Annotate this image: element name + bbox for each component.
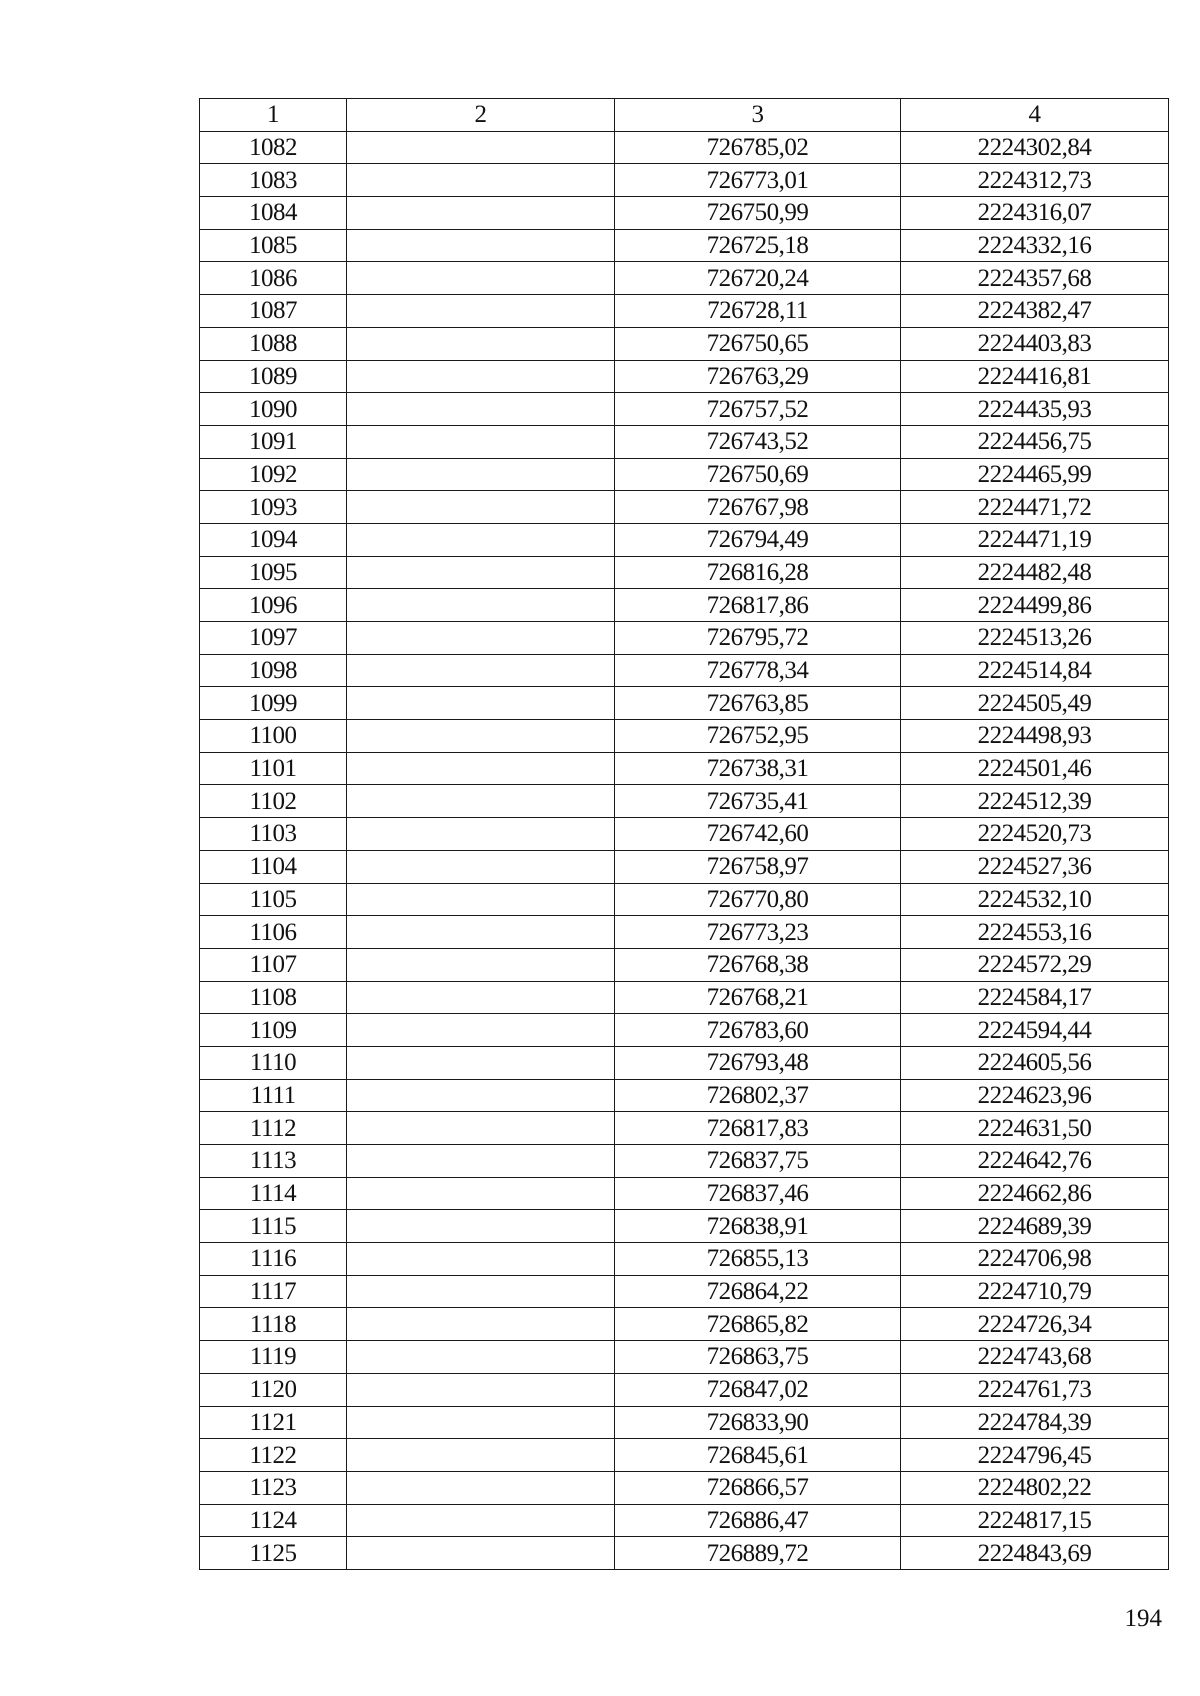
point-number-cell: 1113 [200,1145,347,1178]
description-cell [347,1341,615,1374]
x-coordinate-cell: 726773,23 [615,916,901,949]
y-coordinate-cell: 2224435,93 [901,393,1169,426]
table-row [200,556,1169,589]
x-coordinate-cell: 726720,24 [615,262,901,295]
point-number-cell: 1109 [200,1014,347,1047]
description-cell [347,1145,615,1178]
y-coordinate-cell: 2224465,99 [901,458,1169,491]
table-row [200,589,1169,622]
y-coordinate-cell: 2224623,96 [901,1079,1169,1112]
point-number-cell: 1098 [200,654,347,687]
point-number-cell: 1115 [200,1210,347,1243]
x-coordinate-cell: 726838,91 [615,1210,901,1243]
description-cell [347,1275,615,1308]
description-cell [347,948,615,981]
description-cell [347,785,615,818]
table-row [200,425,1169,458]
x-coordinate-cell: 726833,90 [615,1406,901,1439]
y-coordinate-cell: 2224662,86 [901,1177,1169,1210]
table-row [200,1145,1169,1178]
column-header-2: 2 [347,99,615,132]
y-coordinate-cell: 2224416,81 [901,360,1169,393]
x-coordinate-cell: 726750,65 [615,327,901,360]
y-coordinate-cell: 2224802,22 [901,1471,1169,1504]
x-coordinate-cell: 726728,11 [615,295,901,328]
description-cell [347,916,615,949]
point-number-cell: 1084 [200,197,347,230]
x-coordinate-cell: 726847,02 [615,1373,901,1406]
table-row [200,1079,1169,1112]
table-row [200,785,1169,818]
x-coordinate-cell: 726886,47 [615,1504,901,1537]
x-coordinate-cell: 726742,60 [615,818,901,851]
y-coordinate-cell: 2224382,47 [901,295,1169,328]
x-coordinate-cell: 726795,72 [615,622,901,655]
description-cell [347,164,615,197]
point-number-cell: 1097 [200,622,347,655]
description-cell [347,1014,615,1047]
table-row [200,1014,1169,1047]
x-coordinate-cell: 726866,57 [615,1471,901,1504]
y-coordinate-cell: 2224482,48 [901,556,1169,589]
description-cell [347,720,615,753]
point-number-cell: 1114 [200,1177,347,1210]
description-cell [347,981,615,1014]
table-row [200,1504,1169,1537]
y-coordinate-cell: 2224817,15 [901,1504,1169,1537]
description-cell [347,1243,615,1276]
column-header-4: 4 [901,99,1169,132]
description-cell [347,1537,615,1570]
x-coordinate-cell: 726817,86 [615,589,901,622]
table-row [200,1341,1169,1374]
description-cell [347,197,615,230]
table-row [200,916,1169,949]
table-row [200,1373,1169,1406]
description-cell [347,229,615,262]
y-coordinate-cell: 2224743,68 [901,1341,1169,1374]
point-number-cell: 1104 [200,850,347,883]
point-number-cell: 1088 [200,327,347,360]
x-coordinate-cell: 726889,72 [615,1537,901,1570]
point-number-cell: 1086 [200,262,347,295]
y-coordinate-cell: 2224532,10 [901,883,1169,916]
x-coordinate-cell: 726845,61 [615,1439,901,1472]
table-row [200,1439,1169,1472]
y-coordinate-cell: 2224761,73 [901,1373,1169,1406]
description-cell [347,360,615,393]
description-cell [347,393,615,426]
description-cell [347,654,615,687]
x-coordinate-cell: 726863,75 [615,1341,901,1374]
y-coordinate-cell: 2224312,73 [901,164,1169,197]
point-number-cell: 1110 [200,1046,347,1079]
y-coordinate-cell: 2224796,45 [901,1439,1169,1472]
x-coordinate-cell: 726855,13 [615,1243,901,1276]
description-cell [347,622,615,655]
y-coordinate-cell: 2224706,98 [901,1243,1169,1276]
point-number-cell: 1083 [200,164,347,197]
x-coordinate-cell: 726768,38 [615,948,901,981]
y-coordinate-cell: 2224471,19 [901,523,1169,556]
x-coordinate-cell: 726770,80 [615,883,901,916]
description-cell [347,1471,615,1504]
table-row [200,262,1169,295]
table-row [200,981,1169,1014]
x-coordinate-cell: 726767,98 [615,491,901,524]
y-coordinate-cell: 2224642,76 [901,1145,1169,1178]
table-row [200,1210,1169,1243]
description-cell [347,1308,615,1341]
description-cell [347,425,615,458]
y-coordinate-cell: 2224332,16 [901,229,1169,262]
y-coordinate-cell: 2224512,39 [901,785,1169,818]
description-cell [347,687,615,720]
point-number-cell: 1100 [200,720,347,753]
description-cell [347,491,615,524]
point-number-cell: 1101 [200,752,347,785]
y-coordinate-cell: 2224499,86 [901,589,1169,622]
description-cell [347,1439,615,1472]
y-coordinate-cell: 2224527,36 [901,850,1169,883]
table-row [200,883,1169,916]
point-number-cell: 1118 [200,1308,347,1341]
table-row [200,720,1169,753]
table-row [200,622,1169,655]
point-number-cell: 1124 [200,1504,347,1537]
description-cell [347,1079,615,1112]
point-number-cell: 1111 [200,1079,347,1112]
y-coordinate-cell: 2224784,39 [901,1406,1169,1439]
table-row [200,229,1169,262]
point-number-cell: 1121 [200,1406,347,1439]
point-number-cell: 1102 [200,785,347,818]
y-coordinate-cell: 2224594,44 [901,1014,1169,1047]
description-cell [347,295,615,328]
description-cell [347,752,615,785]
point-number-cell: 1105 [200,883,347,916]
table-row [200,818,1169,851]
point-number-cell: 1119 [200,1341,347,1374]
x-coordinate-cell: 726768,21 [615,981,901,1014]
y-coordinate-cell: 2224584,17 [901,981,1169,1014]
x-coordinate-cell: 726837,46 [615,1177,901,1210]
description-cell [347,556,615,589]
description-cell [347,850,615,883]
table-row [200,1471,1169,1504]
point-number-cell: 1123 [200,1471,347,1504]
description-cell [347,1406,615,1439]
table-row [200,687,1169,720]
description-cell [347,1046,615,1079]
x-coordinate-cell: 726750,99 [615,197,901,230]
description-cell [347,131,615,164]
y-coordinate-cell: 2224471,72 [901,491,1169,524]
y-coordinate-cell: 2224513,26 [901,622,1169,655]
point-number-cell: 1091 [200,425,347,458]
table-row [200,1046,1169,1079]
point-number-cell: 1082 [200,131,347,164]
x-coordinate-cell: 726802,37 [615,1079,901,1112]
x-coordinate-cell: 726763,29 [615,360,901,393]
x-coordinate-cell: 726757,52 [615,393,901,426]
table-row [200,654,1169,687]
point-number-cell: 1107 [200,948,347,981]
table-row [200,1112,1169,1145]
y-coordinate-cell: 2224514,84 [901,654,1169,687]
description-cell [347,883,615,916]
table-body [200,131,1169,1569]
x-coordinate-cell: 726735,41 [615,785,901,818]
y-coordinate-cell: 2224710,79 [901,1275,1169,1308]
y-coordinate-cell: 2224357,68 [901,262,1169,295]
point-number-cell: 1092 [200,458,347,491]
x-coordinate-cell: 726865,82 [615,1308,901,1341]
y-coordinate-cell: 2224572,29 [901,948,1169,981]
x-coordinate-cell: 726725,18 [615,229,901,262]
x-coordinate-cell: 726778,34 [615,654,901,687]
table-row [200,752,1169,785]
y-coordinate-cell: 2224605,56 [901,1046,1169,1079]
table-row [200,491,1169,524]
point-number-cell: 1116 [200,1243,347,1276]
description-cell [347,1210,615,1243]
x-coordinate-cell: 726785,02 [615,131,901,164]
description-cell [347,589,615,622]
y-coordinate-cell: 2224316,07 [901,197,1169,230]
x-coordinate-cell: 726752,95 [615,720,901,753]
point-number-cell: 1122 [200,1439,347,1472]
x-coordinate-cell: 726817,83 [615,1112,901,1145]
table-row [200,295,1169,328]
table-row [200,1243,1169,1276]
point-number-cell: 1108 [200,981,347,1014]
description-cell [347,1373,615,1406]
table-row [200,523,1169,556]
table-row [200,850,1169,883]
description-cell [347,1112,615,1145]
description-cell [347,1177,615,1210]
point-number-cell: 1125 [200,1537,347,1570]
x-coordinate-cell: 726864,22 [615,1275,901,1308]
point-number-cell: 1117 [200,1275,347,1308]
table-row [200,197,1169,230]
description-cell [347,818,615,851]
table-row [200,360,1169,393]
table-row [200,1406,1169,1439]
y-coordinate-cell: 2224631,50 [901,1112,1169,1145]
x-coordinate-cell: 726738,31 [615,752,901,785]
column-header-1: 1 [200,99,347,132]
description-cell [347,523,615,556]
table-row [200,948,1169,981]
table-row [200,1275,1169,1308]
table-row [200,458,1169,491]
x-coordinate-cell: 726773,01 [615,164,901,197]
table-row [200,1177,1169,1210]
x-coordinate-cell: 726743,52 [615,425,901,458]
description-cell [347,458,615,491]
table-row [200,327,1169,360]
point-number-cell: 1103 [200,818,347,851]
table-header-row [200,99,1169,132]
x-coordinate-cell: 726837,75 [615,1145,901,1178]
y-coordinate-cell: 2224505,49 [901,687,1169,720]
point-number-cell: 1087 [200,295,347,328]
point-number-cell: 1106 [200,916,347,949]
page-number: 194 [1124,1605,1162,1632]
x-coordinate-cell: 726758,97 [615,850,901,883]
point-number-cell: 1099 [200,687,347,720]
x-coordinate-cell: 726794,49 [615,523,901,556]
y-coordinate-cell: 2224843,69 [901,1537,1169,1570]
point-number-cell: 1085 [200,229,347,262]
point-number-cell: 1095 [200,556,347,589]
y-coordinate-cell: 2224498,93 [901,720,1169,753]
column-header-3: 3 [615,99,901,132]
point-number-cell: 1096 [200,589,347,622]
x-coordinate-cell: 726763,85 [615,687,901,720]
point-number-cell: 1093 [200,491,347,524]
table-row [200,393,1169,426]
x-coordinate-cell: 726750,69 [615,458,901,491]
y-coordinate-cell: 2224501,46 [901,752,1169,785]
y-coordinate-cell: 2224403,83 [901,327,1169,360]
table-row [200,1308,1169,1341]
y-coordinate-cell: 2224302,84 [901,131,1169,164]
table-row [200,1537,1169,1570]
y-coordinate-cell: 2224689,39 [901,1210,1169,1243]
point-number-cell: 1089 [200,360,347,393]
y-coordinate-cell: 2224553,16 [901,916,1169,949]
point-number-cell: 1120 [200,1373,347,1406]
description-cell [347,262,615,295]
x-coordinate-cell: 726783,60 [615,1014,901,1047]
y-coordinate-cell: 2224520,73 [901,818,1169,851]
y-coordinate-cell: 2224726,34 [901,1308,1169,1341]
point-number-cell: 1090 [200,393,347,426]
description-cell [347,327,615,360]
point-number-cell: 1094 [200,523,347,556]
point-number-cell: 1112 [200,1112,347,1145]
x-coordinate-cell: 726816,28 [615,556,901,589]
y-coordinate-cell: 2224456,75 [901,425,1169,458]
coordinates-table [199,98,1169,1570]
table-row [200,131,1169,164]
x-coordinate-cell: 726793,48 [615,1046,901,1079]
description-cell [347,1504,615,1537]
table-row [200,164,1169,197]
